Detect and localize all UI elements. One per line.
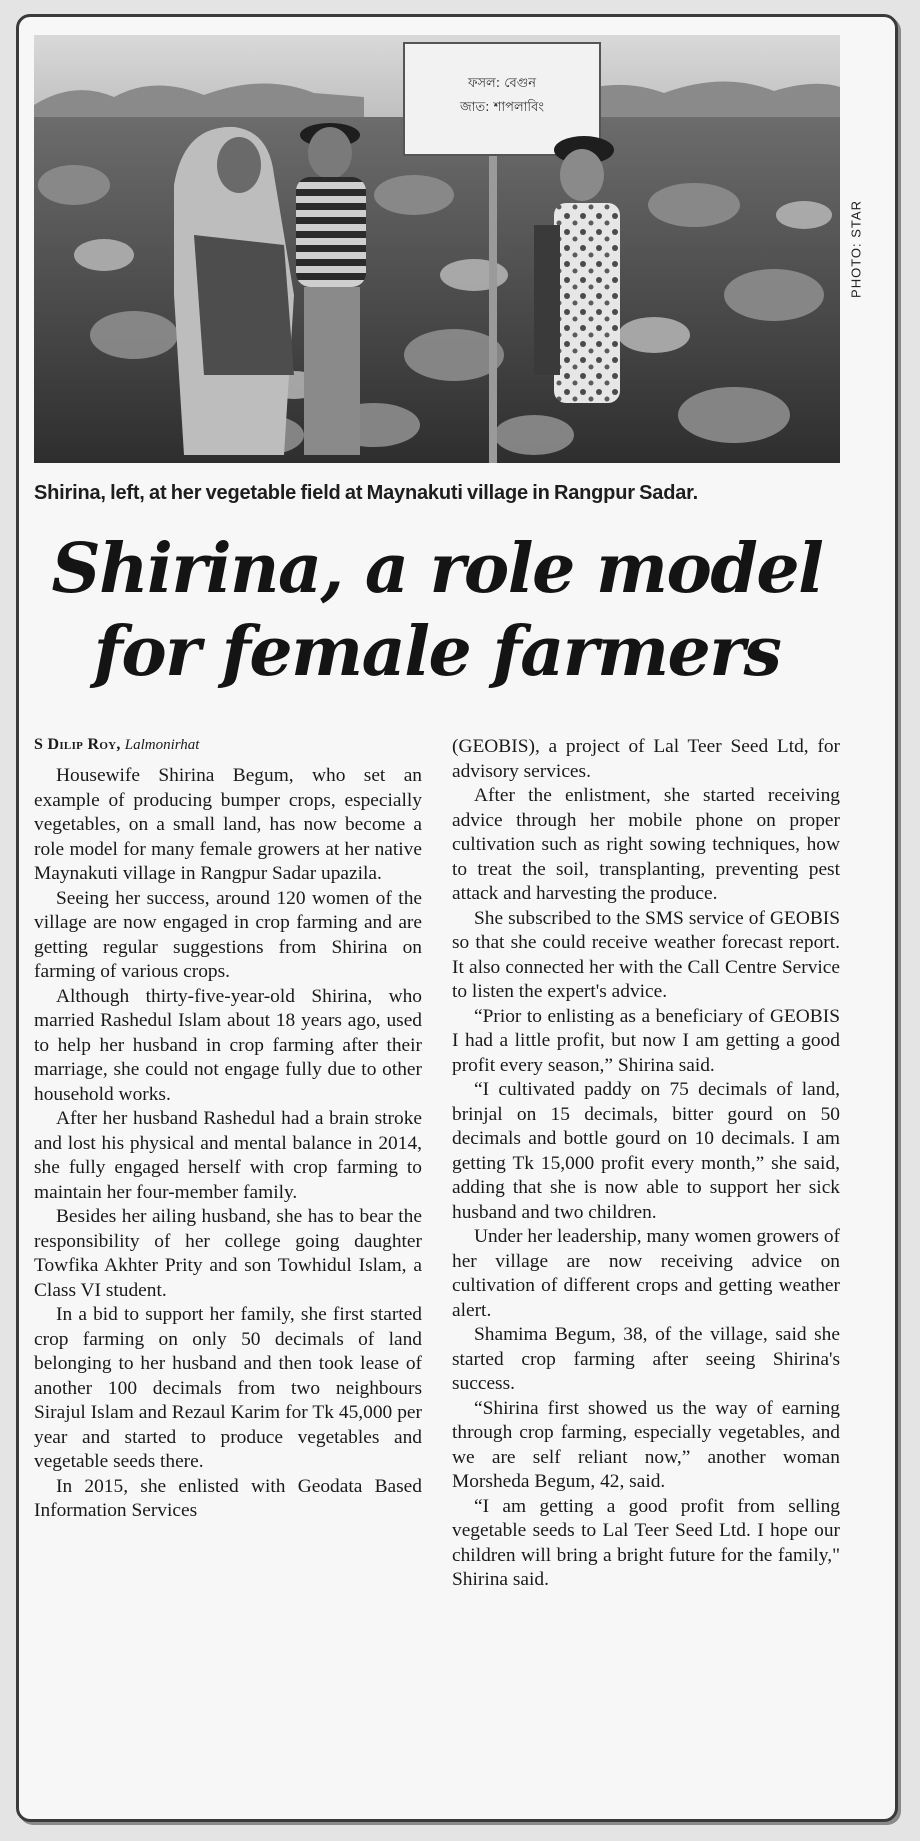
photo-credit: PHOTO: STAR — [848, 200, 864, 298]
sign-text-variety: জাত: শাপলাবিং — [460, 100, 544, 115]
byline-location: Lalmonirhat — [124, 737, 200, 753]
paragraph: Shamima Begum, 38, of the village, said she started crop farming after seeing Shirina's success. — [452, 1324, 840, 1394]
paragraph: She subscribed to the SMS service of GEOBIS so that she could receive weather forecast report. It also connected her with the Call Centre Service to listen the expert's advice. — [452, 907, 840, 1002]
byline — [34, 735, 422, 755]
article-body — [34, 735, 840, 1807]
article-column-left — [34, 735, 422, 1524]
photo-caption: Shirina, left, at her vegetable field at Maynakuti village in Rangpur Sadar. — [34, 482, 698, 504]
paragraph: Although thirty-five-year-old Shirina, who married Rashedul Islam about 18 years ago, used to help her husband in crop farming after their marriage, she could not engage fully due to other household works. — [34, 985, 422, 1105]
paragraph: Seeing her success, around 120 women of the village are now engaged in crop farming and are getting regular suggestions from Shirina on farming of various crops. — [34, 887, 422, 982]
paragraph: “I am getting a good profit from selling vegetable seeds to Lal Teer Seed Ltd. I hope our children will bring a bright future for the family," Shirina said. — [452, 1495, 840, 1590]
paragraph: Besides her ailing husband, she has to bear the responsibility of her college going daughter Towfika Akhter Prity and son Towhidul Islam, a Class VI student. — [34, 1206, 422, 1301]
paragraph: In a bid to support her family, she first started crop farming on only 50 decimals of land belonging to her husband and then took lease of another 100 decimals from two neighbours Sirajul Islam and Rezaul Karim for Tk 45,000 per year and started to produce vegetables and vegetable seeds there. — [34, 1304, 422, 1472]
paragraph: After her husband Rashedul had a brain stroke and lost his physical and mental balance in 2014, she fully engaged herself with crop farming to maintain her four-member family. — [34, 1108, 422, 1203]
paragraph: In 2015, she enlisted with Geodata Based Information Services — [34, 1475, 422, 1521]
paragraph: “I cultivated paddy on 75 decimals of land, brinjal on 15 decimals, bitter gourd on 50 decimals and bottle gourd on 10 decimals. I am getting Tk 15,000 profit every month,” she said, adding that she is now able to support her sick husband and two children. — [452, 1079, 840, 1223]
byline-author: S Dilip Roy, — [34, 736, 121, 753]
headline-line-1: Shirina, a role model — [51, 529, 823, 609]
sign-text-crop: ফসল: বেগুন — [467, 76, 537, 91]
paragraph: “Prior to enlisting as a beneficiary of GEOBIS I had a little profit, but now I am getting a good profit every season,” Shirina said. — [452, 1005, 840, 1076]
paragraph-continuation: (GEOBIS), a project of Lal Teer Seed Ltd, for advisory services. — [452, 736, 840, 782]
headline-line-2: for female farmers — [93, 612, 781, 692]
article-column-right — [452, 735, 840, 1593]
paragraph: “Shirina first showed us the way of earning through crop farming, especially vegetables, and we are self reliant now,” another woman Morsheda Begum, 42, said. — [452, 1397, 840, 1492]
paragraph: Under her leadership, many women growers of her village are now receiving advice on cultivation of different crops and getting weather alert. — [452, 1226, 840, 1321]
news-photo — [34, 35, 840, 463]
paragraph: After the enlistment, she started receiving advice through her mobile phone on proper cultivation such as right sowing techniques, how to treat the soil, transplanting, preventing pest attack and harvesting the produce. — [452, 785, 840, 904]
paragraph: Housewife Shirina Begum, who set an example of producing bumper crops, especially vegetables, on a small land, has now become a role model for many female growers at her native Maynakuti village in Rangpur Sadar upazila. — [34, 765, 422, 884]
headline — [34, 528, 840, 694]
